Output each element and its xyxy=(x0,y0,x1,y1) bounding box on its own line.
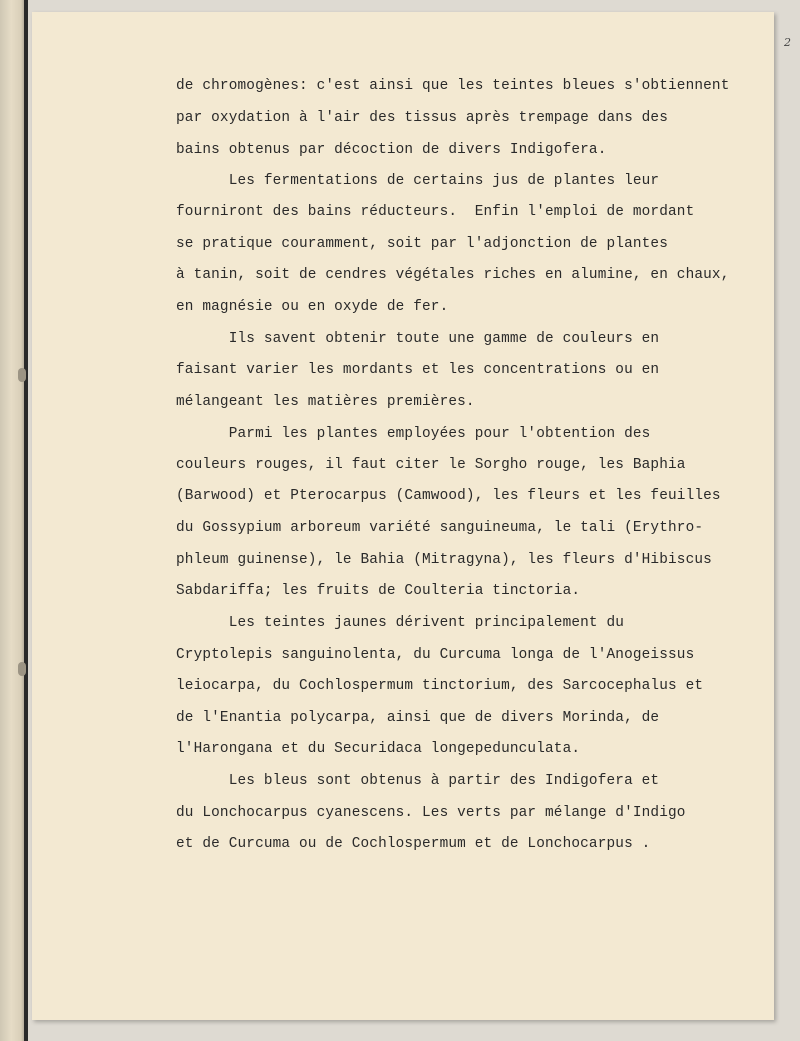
punch-hole xyxy=(18,368,26,382)
text-line: phleum guinense), le Bahia (Mitragyna), les fleurs d'Hibiscus xyxy=(176,552,712,568)
text-line: Les fermentations de certains jus de plantes leur xyxy=(176,173,660,189)
text-line: bains obtenus par décoction de divers Indigofera. xyxy=(176,142,607,158)
text-line: de l'Enantia polycarpa, ainsi que de divers Morinda, de xyxy=(176,710,660,726)
punch-hole xyxy=(18,662,26,676)
text-line: Les bleus sont obtenus à partir des Indigofera et xyxy=(176,773,660,789)
text-line: de chromogènes: c'est ainsi que les teintes bleues s'obtiennent xyxy=(176,78,730,94)
text-line: faisant varier les mordants et les concentrations ou en xyxy=(176,362,660,378)
text-line: du Lonchocarpus cyanescens. Les verts par mélange d'Indigo xyxy=(176,805,686,821)
text-line: mélangeant les matières premières. xyxy=(176,394,475,410)
text-line: Les teintes jaunes dérivent principalement du xyxy=(176,615,625,631)
text-line: Parmi les plantes employées pour l'obtention des xyxy=(176,426,651,442)
text-line: Ils savent obtenir toute une gamme de couleurs en xyxy=(176,331,660,347)
text-line: Sabdariffa; les fruits de Coulteria tinctoria. xyxy=(176,583,581,599)
page-number: 2 xyxy=(784,36,791,49)
text-line: (Barwood) et Pterocarpus (Camwood), les fleurs et les feuilles xyxy=(176,488,721,504)
text-line: se pratique couramment, soit par l'adjonction de plantes xyxy=(176,236,669,252)
text-line: fourniront des bains réducteurs. Enfin l'emploi de mordant xyxy=(176,204,695,220)
text-line: du Gossypium arboreum variété sanguineuma, le tali (Erythro- xyxy=(176,520,704,536)
text-line: Cryptolepis sanguinolenta, du Curcuma longa de l'Anogeissus xyxy=(176,647,695,663)
text-line: par oxydation à l'air des tissus après trempage dans des xyxy=(176,110,669,126)
text-line: couleurs rouges, il faut citer le Sorgho rouge, les Baphia xyxy=(176,457,686,473)
binding-edge xyxy=(24,0,28,1041)
text-line: et de Curcuma ou de Cochlospermum et de Lonchocarpus . xyxy=(176,836,651,852)
text-line: en magnésie ou en oxyde de fer. xyxy=(176,299,449,315)
text-line: leiocarpa, du Cochlospermum tinctorium, des Sarcocephalus et xyxy=(176,678,704,694)
text-line: à tanin, soit de cendres végétales riches en alumine, en chaux, xyxy=(176,267,730,283)
text-line: l'Harongana et du Securidaca longepedunculata. xyxy=(176,741,581,757)
document-page xyxy=(32,12,791,1020)
